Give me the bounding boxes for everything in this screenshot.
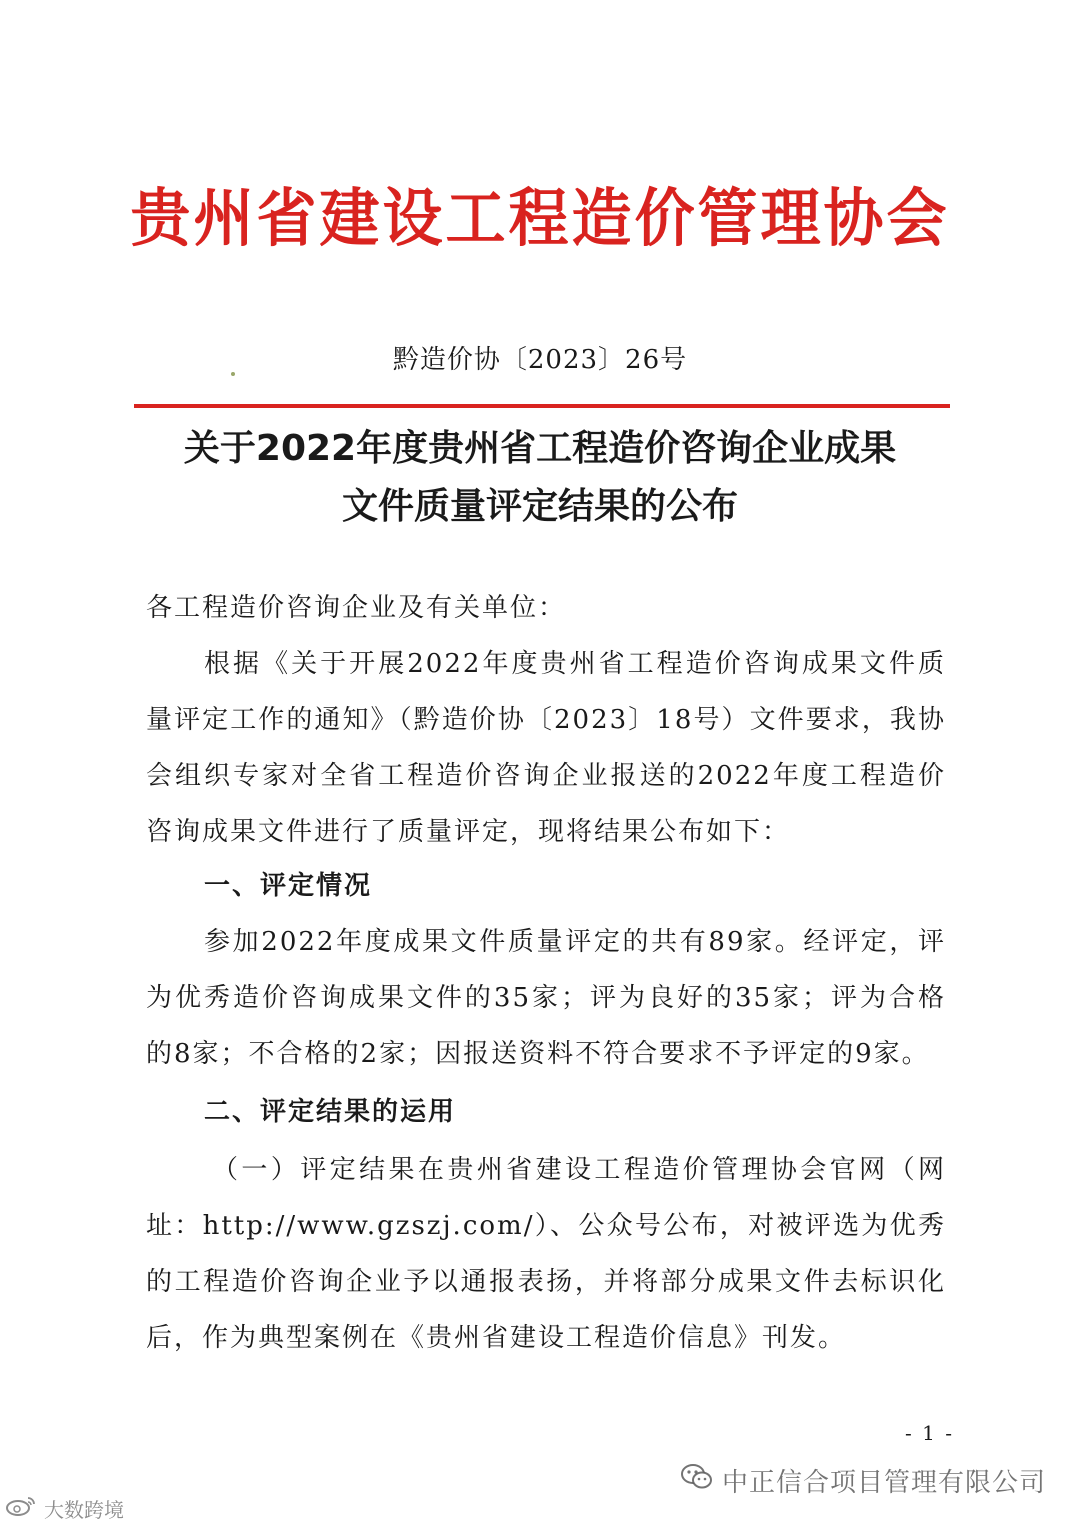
section-heading-2: 二、评定结果的运用 xyxy=(204,1097,457,1127)
paragraph-results: 参加2022年度成果文件质量评定的共有89家。经评定，评为优秀造价咨询成果文件的35家；评为良好的35家；评为合格的8家；不合格的2家；因报送资料不符合要求不予评定的9家。 xyxy=(146,927,946,1069)
organization-header: 贵州省建设工程造价管理协会 xyxy=(130,182,950,256)
page-number: - 1 - xyxy=(905,1421,954,1445)
section-heading-1: 一、评定情况 xyxy=(204,871,373,901)
watermark-source xyxy=(4,1493,124,1523)
title-line-1: 关于2022年度贵州省工程造价咨询企业成果 xyxy=(183,428,897,469)
watermark-source-text: 大数跨境 xyxy=(44,1497,124,1522)
salutation: 各工程造价咨询企业及有关单位： xyxy=(146,593,567,623)
paragraph-application: （一）评定结果在贵州省建设工程造价管理协会官网（网址：http://www.gzszj.com/）、公众号公布，对被评选为优秀的工程造价咨询企业予以通报表扬，并将部分成果文件去标识化后，作为典型案例在《贵州省建设工程造价信息》刊发。 xyxy=(146,1155,946,1353)
paragraph-intro: 根据《关于开展2022年度贵州省工程造价咨询成果文件质量评定工作的通知》（黔造价协〔2023〕18号）文件要求，我协会组织专家对全省工程造价咨询企业报送的2022年度工程造价咨询成果文件进行了质量评定，现将结果公布如下： xyxy=(146,649,946,847)
weibo-icon xyxy=(4,1494,38,1523)
watermark-company-text: 中正信合项目管理有限公司 xyxy=(722,1467,1047,1498)
red-divider xyxy=(134,404,950,408)
document-title xyxy=(110,420,970,536)
title-line-2: 文件质量评定结果的公布 xyxy=(341,486,738,527)
wechat-icon xyxy=(680,1462,714,1499)
document-number: 黔造价协〔2023〕26号 xyxy=(392,345,688,375)
watermark-company xyxy=(680,1460,1046,1500)
